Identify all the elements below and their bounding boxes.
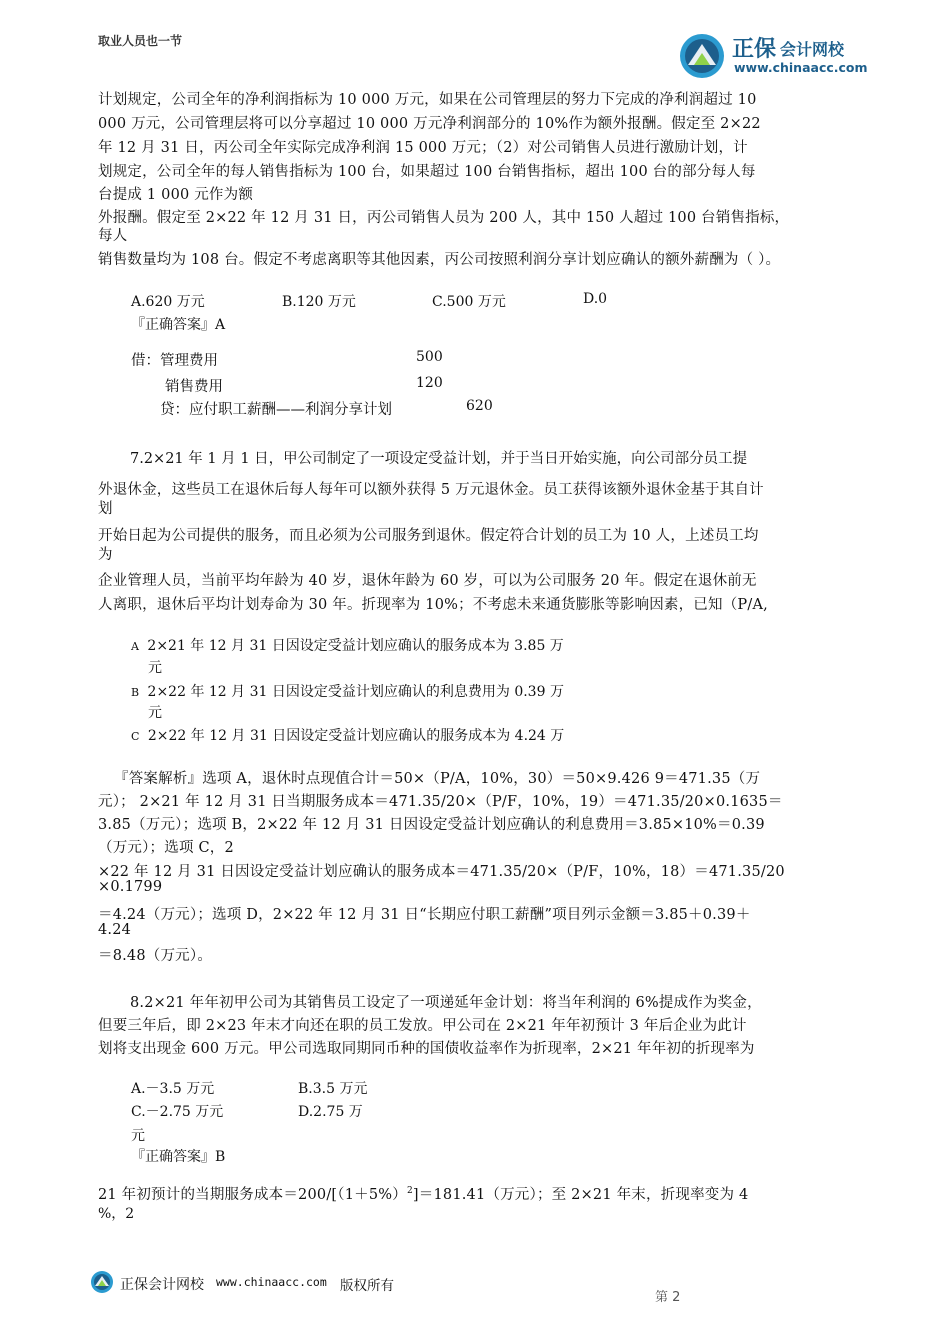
- brand-url: www.chinaacc.com: [734, 60, 868, 75]
- q8-line: 8.2×21 年年初甲公司为其销售员工设定了一项递延年金计划：将当年利润的 6%提成作为奖金，: [130, 995, 762, 1011]
- q8-analysis-cut: %，2: [98, 1206, 135, 1222]
- q6-option-c[interactable]: C.500 万元: [432, 294, 506, 310]
- q7-option-wrap: 元: [148, 660, 162, 676]
- q7-analysis-line: （万元）；选项 C，2: [98, 840, 234, 856]
- option-letter: A: [131, 640, 139, 653]
- entry-amount: 500: [416, 349, 443, 365]
- q8-option-c[interactable]: C.－2.75 万元: [131, 1104, 224, 1120]
- entry-amount: 120: [416, 375, 443, 391]
- footer-page: 第 2: [655, 1290, 681, 1305]
- q6-answer: 『正确答案』A: [131, 317, 226, 333]
- q6-line: 销售数量均为 108 台。假定不考虑离职等其他因素，丙公司按照利润分享计划应确认的额外薪酬为（ ）。: [98, 252, 781, 268]
- q6-option-a[interactable]: A.620 万元: [131, 294, 205, 310]
- footer-brand: 正保会计网校: [120, 1277, 204, 1293]
- q7-cut-line-wrapper: [130, 451, 860, 467]
- header-corner-fragment: 取业人员也一节: [98, 34, 183, 48]
- q6-line: 外报酬。假定至 2×22 年 12 月 31 日，丙公司销售人员为 200 人，其中 150 人超过 100 台销售指标，: [98, 210, 790, 226]
- q8-option-wrap: 元: [131, 1128, 145, 1144]
- q6-option-d[interactable]: D.0: [583, 291, 608, 307]
- entry-amount: 620: [466, 398, 493, 414]
- footer-logo-icon: [90, 1270, 114, 1294]
- option-letter: B: [131, 686, 140, 699]
- q8-analysis-sup: 2: [406, 1186, 413, 1197]
- q7-option-wrap: 元: [148, 705, 162, 721]
- q8-answer-wrapper: [131, 1146, 331, 1165]
- q7-analysis-line: 4.24: [98, 922, 132, 938]
- q7-analysis-line: 『答案解析』选项 A，退休时点现值合计＝50×（P/A，10%，30）＝50×9.426 9＝471.35（万: [114, 771, 761, 787]
- q7-line: 企业管理人员，当前平均年龄为 40 岁，退休年龄为 60 岁，可以为公司服务 20 年。假定在退休前无: [98, 573, 757, 589]
- option-text: 2×21 年 12 月 31 日因设定受益计划应确认的服务成本为 3.85 万: [147, 638, 564, 654]
- q6-line: 年 12 月 31 日，丙公司全年实际完成净利润 15 000 万元；（2）对公司销售人员进行激励计划，计: [98, 140, 748, 156]
- q8-analysis-post: ]＝181.41（万元）；至 2×21 年末，折现率变为 4: [412, 1187, 749, 1203]
- q6-line: 每人: [98, 228, 128, 244]
- option-text: 2×22 年 12 月 31 日因设定受益计划应确认的服务成本为 4.24 万: [147, 728, 565, 744]
- q7-option-b[interactable]: [131, 681, 564, 701]
- brand-logo[interactable]: [678, 30, 878, 80]
- entry-label: 销售费用: [165, 379, 223, 395]
- footer: [90, 1268, 490, 1298]
- q6-line: 计划规定，公司全年的净利润指标为 10 000 万元，如果在公司管理层的努力下完成的净利润超过 10: [98, 92, 757, 108]
- q7-analysis-line: ＝4.24（万元）；选项 D，2×22 年 12 月 31 日“长期应付职工薪酬”项目列示金额＝3.85＋0.39＋: [98, 907, 751, 923]
- footer-url[interactable]: www.chinaacc.com: [216, 1275, 327, 1289]
- q7-option-a[interactable]: [131, 635, 564, 655]
- q7-line: 为: [98, 547, 113, 563]
- footer-page-wrapper: [655, 1286, 695, 1305]
- option-letter: C: [131, 730, 140, 743]
- q7-option-c[interactable]: [131, 725, 564, 745]
- q7-analysis-line: ＝8.48（万元）。: [98, 948, 213, 964]
- q6-line: 000 万元，公司管理层将可以分享超过 10 000 万元净利润部分的 10%作为额外报酬。假定至 2×22: [98, 116, 761, 132]
- brand-name: 正保: [732, 37, 777, 62]
- option-text: 2×22 年 12 月 31 日因设定受益计划应确认的利息费用为 0.39 万: [147, 684, 564, 700]
- logo-icon: [678, 32, 726, 80]
- q8-line: 划将支出现金 600 万元。甲公司选取同期同币种的国债收益率作为折现率，2×21 年年初的折现率为: [98, 1041, 755, 1057]
- entry-label: 借：管理费用: [131, 353, 218, 369]
- q7-line: 人离职，退休后平均计划寿命为 30 年。折现率为 10%；不考虑未来通货膨胀等影响因素，已知（P/A,: [98, 597, 768, 613]
- brand-suffix: 会计网校: [780, 40, 845, 59]
- entry-label: 贷：应付职工薪酬——利润分享计划: [160, 402, 392, 418]
- q8-analysis-cut-wrapper: [98, 1203, 158, 1222]
- q8-option-b[interactable]: B.3.5 万元: [298, 1081, 368, 1097]
- q8-analysis-pre: 21 年初预计的当期服务成本＝200/[（1＋5%）: [98, 1187, 407, 1203]
- q8-option-d[interactable]: D.2.75 万: [298, 1104, 363, 1120]
- q7-line: 开始日起为公司提供的服务，而且必须为公司服务到退休。假定符合计划的员工为 10 人，上述员工均: [98, 528, 759, 544]
- q8-answer: 『正确答案』B: [131, 1149, 226, 1165]
- q7-analysis-line: ×22 年 12 月 31 日因设定受益计划应确认的服务成本＝471.35/20×（P/F，10%，18）＝471.35/20: [98, 864, 785, 880]
- q7-line: 划: [98, 501, 113, 517]
- q6-line: 台提成 1 000 元作为额: [98, 187, 254, 203]
- q7-line: 外退休金，这些员工在退休后每人每年可以额外获得 5 万元退休金。员工获得该额外退休金基于其自计: [98, 482, 764, 498]
- footer-rights: 版权所有: [340, 1278, 394, 1294]
- q7-cut-line: 7.2×21 年 1 月 1 日，甲公司制定了一项设定受益计划，并于当日开始实施，向公司部分员工提: [130, 451, 748, 467]
- q8-option-a[interactable]: A.－3.5 万元: [131, 1081, 215, 1097]
- q8-analysis: [98, 1183, 748, 1204]
- q8-line: 但要三年后，即 2×23 年末才向还在职的员工发放。甲公司在 2×21 年年初预计 3 年后企业为此计: [98, 1018, 747, 1034]
- entry-clipped-row: [160, 398, 520, 418]
- q6-option-b[interactable]: B.120 万元: [282, 294, 356, 310]
- q7-analysis-line: 3.85（万元）；选项 B，2×22 年 12 月 31 日因设定受益计划应确认的利息费用＝3.85×10%＝0.39: [98, 817, 765, 833]
- q6-line: 划规定，公司全年的每人销售指标为 100 台，如果超过 100 台销售指标，超出 100 台的部分每人每: [98, 164, 756, 180]
- q7-analysis-line: ×0.1799: [98, 879, 163, 895]
- q7-analysis-line: 元）； 2×21 年 12 月 31 日当期服务成本＝471.35/20×（P/F，10%，19）＝471.35/20×0.1635＝: [98, 794, 783, 810]
